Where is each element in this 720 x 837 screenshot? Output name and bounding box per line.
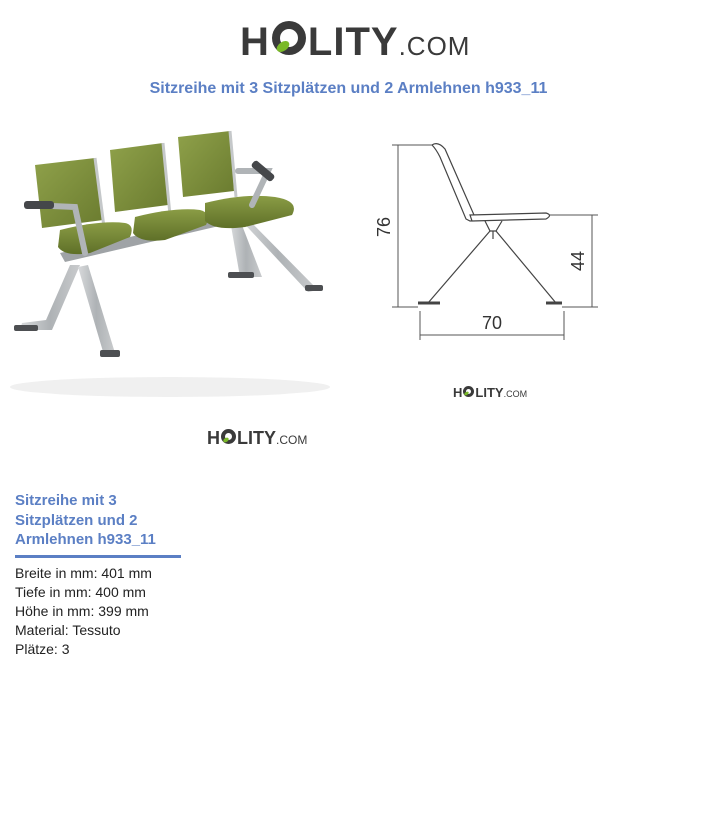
logo-o-icon: [221, 429, 236, 444]
spec-height: Höhe in mm: 399 mm: [15, 603, 149, 619]
drawing-watermark-logo: [453, 385, 527, 400]
spec-seats: Plätze: 3: [15, 641, 70, 657]
spec-depth: Tiefe in mm: 400 mm: [15, 584, 146, 600]
logo-letter-h: H: [453, 385, 463, 400]
photo-watermark-logo: [207, 428, 307, 449]
logo-letter-h: H: [240, 20, 270, 64]
logo-text: LITY: [237, 428, 276, 448]
spec-material: Material: Tessuto: [15, 622, 121, 638]
technical-drawing: [370, 135, 610, 345]
logo-text: LITY: [307, 20, 399, 64]
depth-dimension-label: 70: [481, 313, 503, 333]
product-heading: Sitzreihe mit 3 Sitzplätzen und 2 Armlehnen h933_11: [15, 491, 181, 558]
spec-list: [15, 564, 152, 659]
spec-width: Breite in mm: 401 mm: [15, 565, 152, 581]
logo-text: LITY: [475, 385, 504, 400]
logo-suffix: .COM: [398, 31, 471, 61]
seat-height-dimension-label: 44: [568, 250, 588, 272]
logo-o-icon: [272, 21, 306, 55]
product-photo: [0, 125, 340, 405]
logo-letter-h: H: [207, 428, 220, 448]
page-title: Sitzreihe mit 3 Sitzplätzen und 2 Armlehnen h933_11: [149, 80, 548, 97]
logo-o-icon: [463, 386, 474, 397]
height-dimension-label: 76: [374, 216, 394, 238]
site-logo[interactable]: [240, 20, 470, 65]
logo-suffix: .COM: [503, 389, 528, 399]
logo-suffix: .COM: [276, 433, 308, 447]
